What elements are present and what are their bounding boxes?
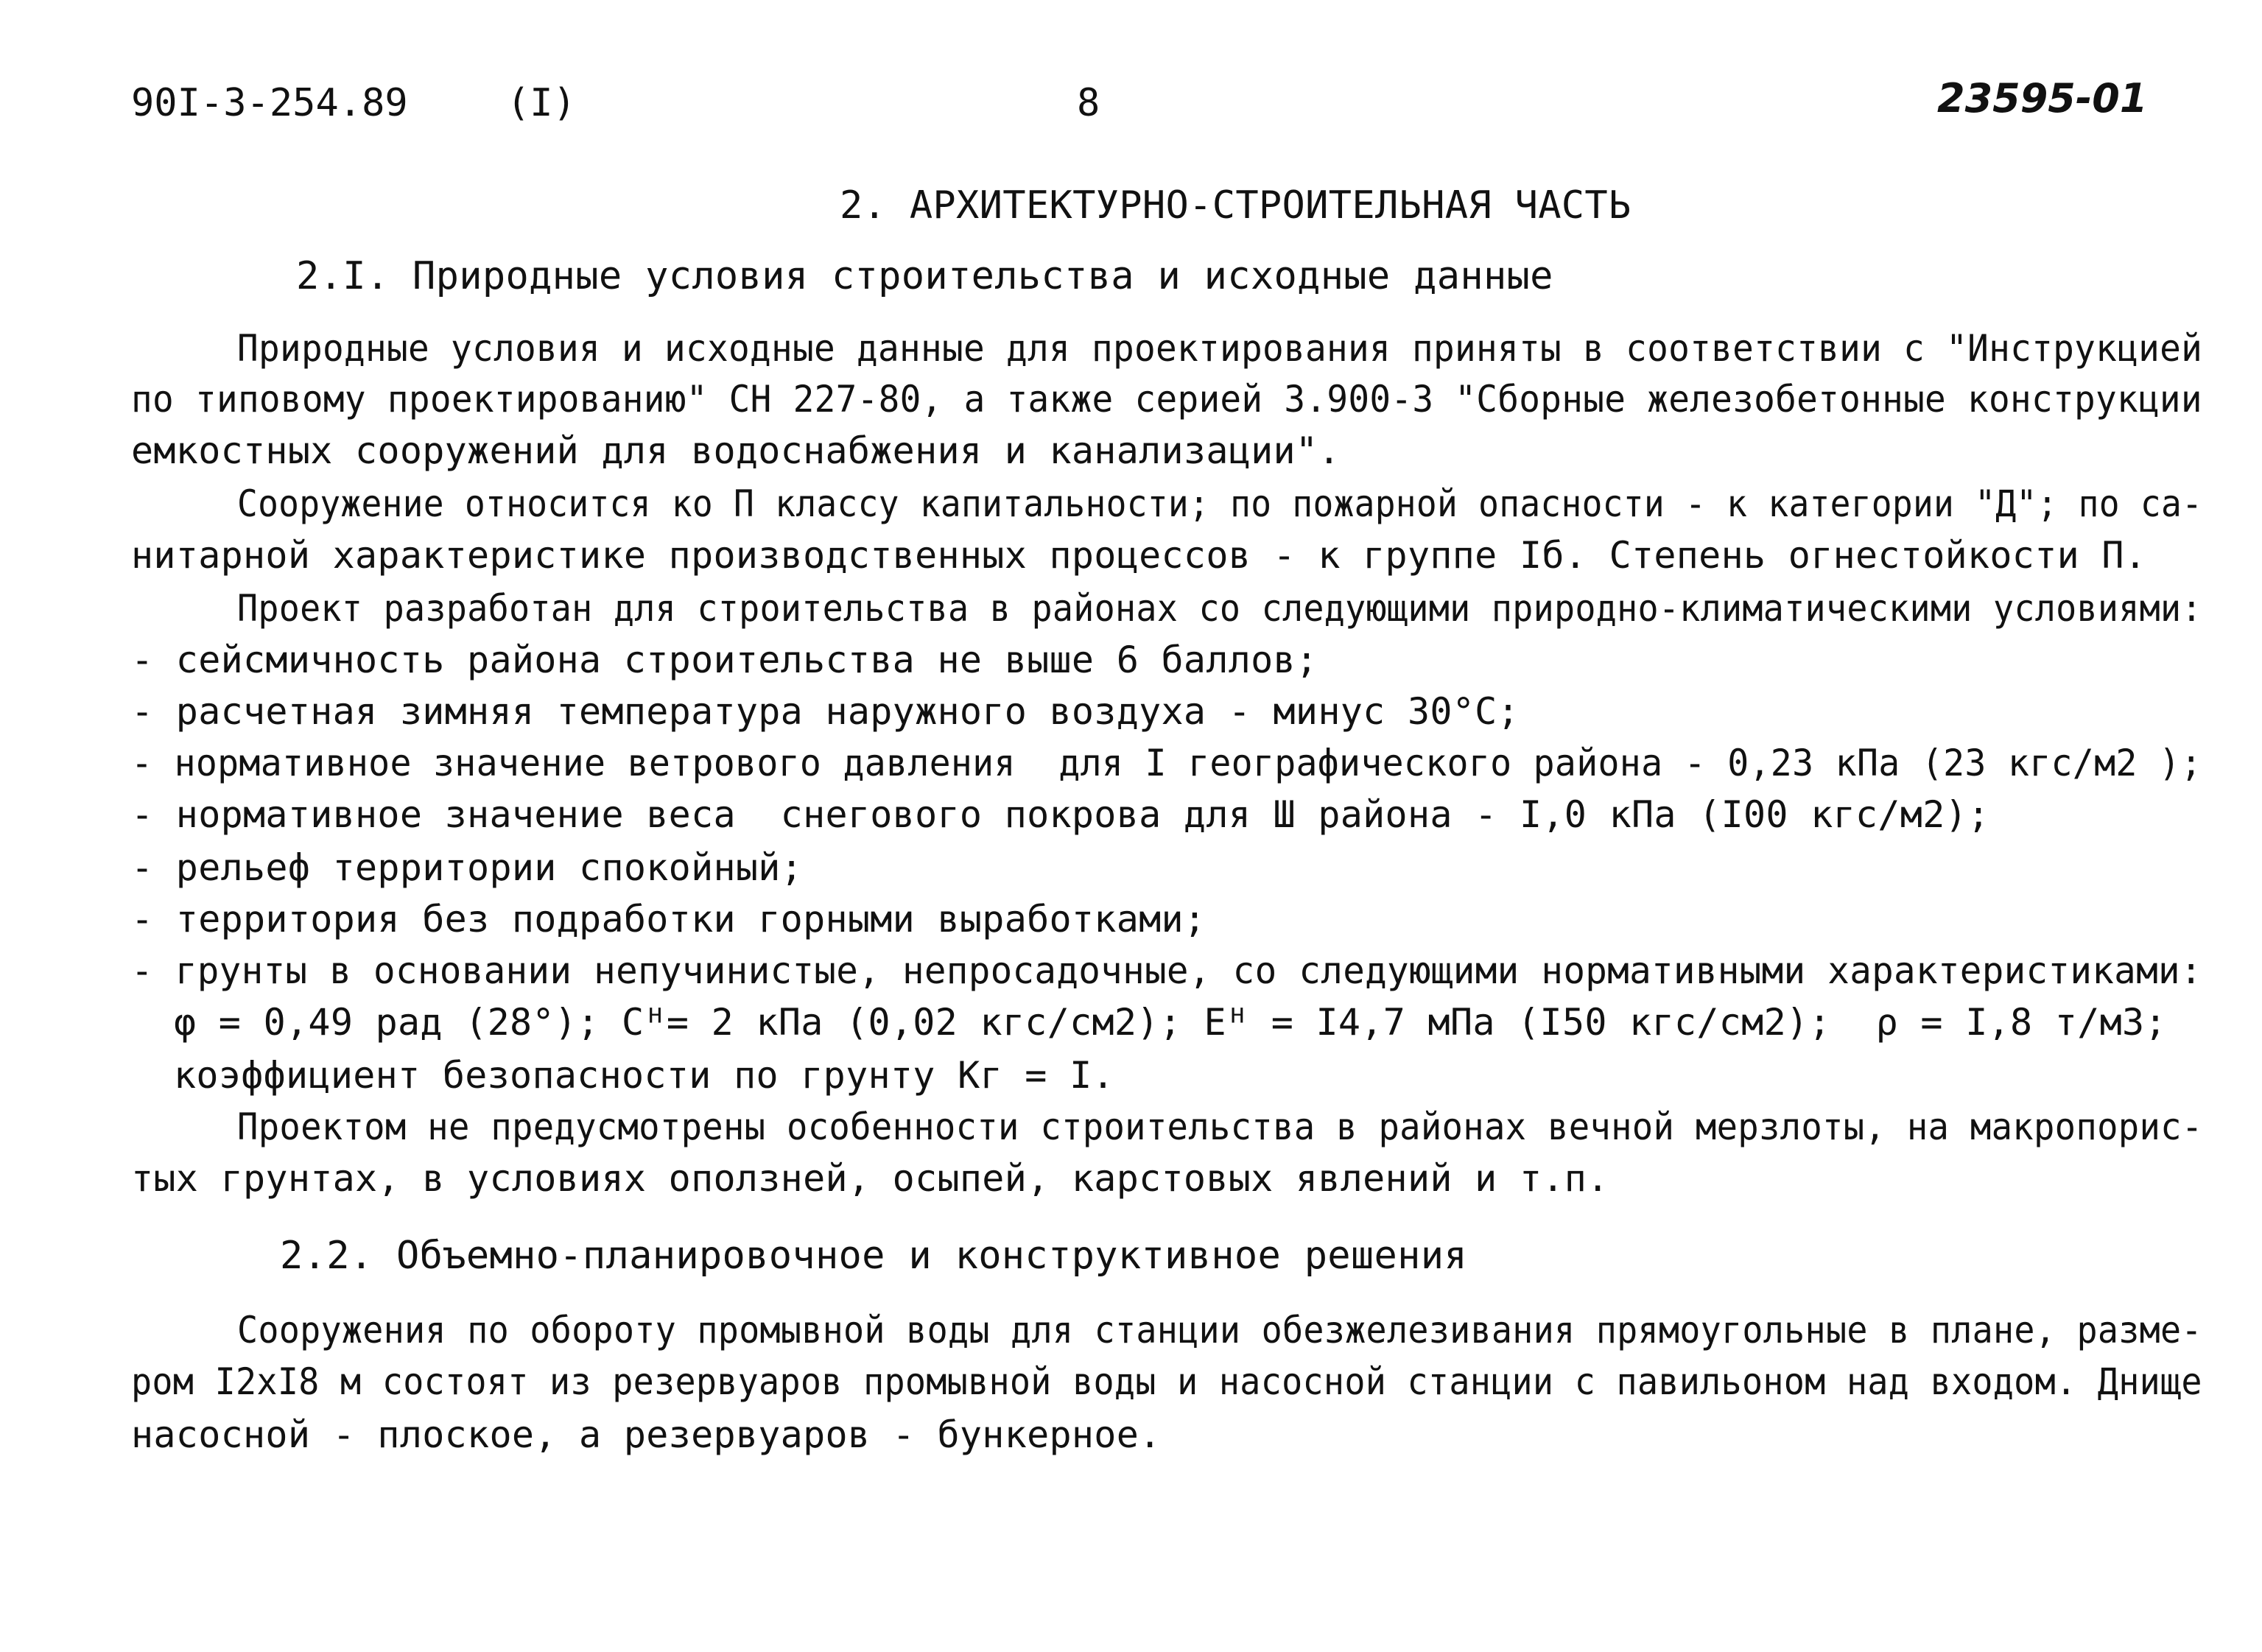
list-item: - расчетная зимняя температура наружного воздуха - минус 30°С; [131,690,1520,733]
text-line: Проект разработан для строительства в районах со следующими природно-климатическими условиями: [237,587,2202,630]
list-item: - грунты в основании непучинистые, непросадочные, со следующими нормативными характеристиками: [131,949,2202,992]
text-line: тых грунтах, в условиях оползней, осыпей, карстовых явлений и т.п. [131,1157,1609,1200]
list-item: - нормативное значение ветрового давления для I географического района - 0,23 кПа (23 кгс/м2 ); [131,742,2202,784]
text-line: ром I2xI8 м состоят из резервуаров промывной воды и насосной станции с павильоном над входом. Днище [131,1360,2202,1403]
soil-parameters-line: φ = 0,49 рад (28°); Сᴴ= 2 кПа (0,02 кгс/см2); Еᴴ = I4,7 мПа (I50 кгс/см2); ρ = I,8 т/м3; [174,1001,2167,1044]
text-line: насосной - плоское, а резервуаров - бункерное. [131,1413,1162,1456]
page-number: 8 [1077,81,1100,125]
list-item: - сейсмичность района строительства не выше 6 баллов; [131,639,1318,681]
list-item: - рельеф территории спокойный; [131,846,804,889]
text-line: коэффициент безопасности по грунту Кг = I. [174,1054,1114,1097]
list-item: - территория без подработки горными выработками; [131,898,1206,941]
section-title: 2. АРХИТЕКТУРНО-СТРОИТЕЛЬНАЯ ЧАСТЬ [840,183,1631,228]
text-line: Сооружение относится ко П классу капитальности; по пожарной опасности - к категории "Д"; по са- [237,482,2203,525]
text-line: емкостных сооружений для водоснабжения и канализации". [131,429,1341,472]
text-line: Природные условия и исходные данные для проектирования приняты в соответствии с "Инструкцией [237,327,2203,370]
text-line: Сооружения по обороту промывной воды для станции обезжелезивания прямоугольные в плане, разме- [237,1309,2202,1352]
subsection-title: 2.I. Природные условия строительства и исходные данные [296,254,1553,298]
text-line: нитарной характеристике производственных процессов - к группе Iб. Степень огнестойкости П. [131,534,2147,577]
part-number: (I) [507,81,576,125]
inventory-number: 23595-01 [1937,75,2148,122]
text-line: Проектом не предусмотрены особенности строительства в районах вечной мерзлоты, на макропорис- [237,1106,2203,1148]
document-code: 90I-3-254.89 [131,81,408,125]
text-line: по типовому проектированию" СН 227-80, а также серией 3.900-3 "Сборные железобетонные конструкции [131,378,2202,421]
subsection-title: 2.2. Объемно-планировочное и конструктивное решения [280,1234,1467,1278]
list-item: - нормативное значение веса снегового покрова для Ш района - I,0 кПа (I00 кгс/м2); [131,793,1990,836]
